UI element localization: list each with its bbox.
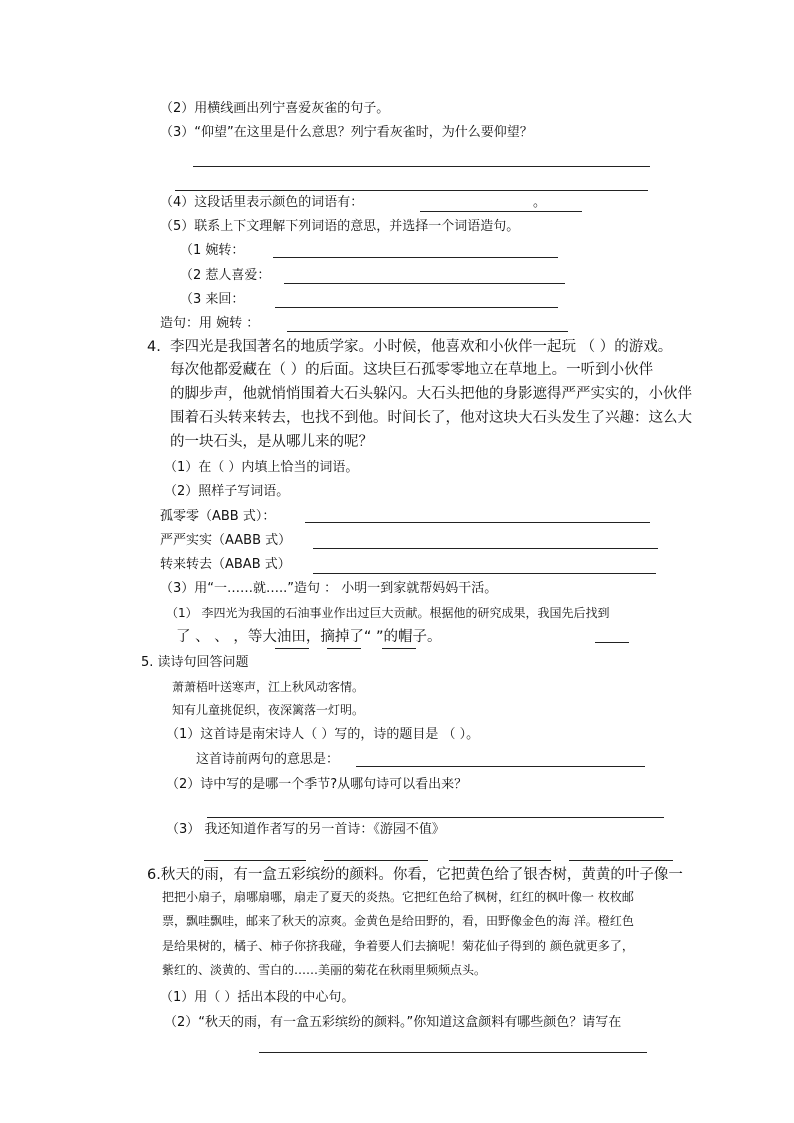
passage-4-line-4: 围着石头转来转去，也找不到他。时间长了，他对这块大石头发生了兴趣：这么大: [170, 410, 692, 426]
answer-line[interactable]: [313, 573, 656, 574]
section-4-number: 4.: [147, 339, 161, 355]
passage-6-line-1: 6.秋天的雨，有一盒五彩缤纷的颜料。你看，它把黄色给了银杏树，黄黄的叶子像一: [147, 867, 683, 883]
answer-line[interactable]: [595, 642, 629, 643]
word-2: （2 惹人喜爱：: [180, 268, 271, 283]
passage-4-line-1: 李四光是我国著名的地质学家。小时候，他喜欢和小伙伴一起玩 （ ）的游戏。: [170, 339, 673, 355]
passage-4-line-5: 的一块石头，是从哪儿来的呢？: [170, 434, 373, 450]
word-1: （1 婉转：: [180, 243, 245, 258]
sentence-prompt: 造句：用 婉转 ：: [160, 316, 260, 331]
question-4-3: （3）用“一……就…..”造句 ： 小明一到家就帮妈妈干活。: [160, 581, 498, 596]
answer-line[interactable]: [284, 283, 565, 284]
question-5-3: （3） 我还知道作者写的另一首诗：《游园不值》: [166, 822, 445, 837]
answer-line[interactable]: [569, 860, 673, 861]
answer-line[interactable]: [287, 331, 568, 332]
question-2: （2）用横线画出列宁喜爱灰雀的句子。: [160, 101, 390, 116]
passage-6-line-3: 票，飘哇飘哇，邮来了秋天的凉爽。金黄色是给田野的，看，田野像金色的海 洋。橙红色: [162, 914, 634, 928]
poem-line-1: 萧萧梧叶送寒声，江上秋风动客情。: [172, 680, 365, 694]
passage-4-line-3: 的脚步声，他就悄悄围着大石头躲闪。大石头把他的身影遮得严严实实的，小伙伴: [170, 386, 692, 402]
answer-line[interactable]: [420, 211, 582, 212]
question-5: （5）联系上下文理解下列词语的意思，并选择一个词语造句。: [160, 219, 520, 234]
question-4: （4）这段话里表示颜色的词语有：: [160, 195, 364, 210]
word-3: （3 来回：: [180, 292, 245, 307]
passage-6-line-4: 是给果树的，橘子、柿子你挤我碰，争着要人们去摘呢！菊花仙子得到的 颜色就更多了，: [162, 939, 634, 953]
question-6-2: （2）“秋天的雨，有一盒五彩缤纷的颜料。”你知道这盒颜料有哪些颜色？请写在: [164, 1015, 622, 1030]
question-4-2: （2）照样子写词语。: [164, 484, 290, 499]
answer-line[interactable]: [449, 860, 551, 861]
passage-6-line-5: 紫红的、淡黄的、雪白的……美丽的菊花在秋雨里频频点头。: [162, 963, 487, 977]
answer-line[interactable]: [382, 648, 416, 649]
question-3: （3）“仰望”在这里是什么意思？列宁看灰雀时，为什么要仰望？: [160, 125, 533, 140]
question-4-period: 。: [533, 195, 547, 210]
answer-line[interactable]: [204, 860, 306, 861]
word-abb: 孤零零（ABB 式）：: [160, 509, 276, 524]
answer-line[interactable]: [275, 307, 558, 308]
word-aabb: 严严实实（AABB 式）: [160, 533, 292, 548]
poem-line-2: 知有儿童挑促织，夜深篱落一灯明。: [172, 703, 365, 717]
answer-line[interactable]: [275, 648, 309, 649]
answer-line[interactable]: [193, 166, 650, 167]
passage-6-line-2: 把把小扇子，扇哪扇哪，扇走了夏天的炎热。它把红色给了枫树，红红的枫叶像一 枚枚邮: [162, 890, 634, 904]
question-5-1: （1）这首诗是南宋诗人（ ）写的，诗的题目是 （ ）。: [166, 727, 480, 742]
answer-line[interactable]: [305, 522, 650, 523]
word-abab: 转来转去（ABAB 式）: [160, 557, 291, 572]
answer-line[interactable]: [259, 1052, 647, 1053]
answer-line[interactable]: [175, 190, 648, 191]
answer-line[interactable]: [207, 817, 664, 818]
answer-line[interactable]: [356, 766, 645, 767]
question-4-4-blank: 了 、 、 ，等大油田，摘掉了“ ”的帽子。: [176, 629, 442, 645]
question-5-1-meaning: 这首诗前两句的意思是：: [196, 752, 340, 767]
question-4-1: （1）在（ ）内填上恰当的词语。: [164, 460, 359, 475]
question-6-1: （1）用（ ）括出本段的中心句。: [160, 990, 355, 1005]
answer-line[interactable]: [313, 548, 658, 549]
answer-line[interactable]: [327, 648, 361, 649]
answer-line[interactable]: [324, 860, 428, 861]
answer-line[interactable]: [273, 257, 558, 258]
question-5-2: （2）诗中写的是哪一个季节?从哪句诗可以看出来？: [166, 777, 468, 792]
question-4-4: （1） 李四光为我国的石油事业作出过巨大贡献。根据他的研究成果，我国先后找到: [166, 606, 610, 620]
passage-4-line-2: 每次他都爱藏在（ ）的后面。这块巨石孤零零地立在草地上。一听到小伙伴: [170, 362, 654, 378]
section-5-heading: 5. 读诗句回答问题: [141, 655, 249, 670]
